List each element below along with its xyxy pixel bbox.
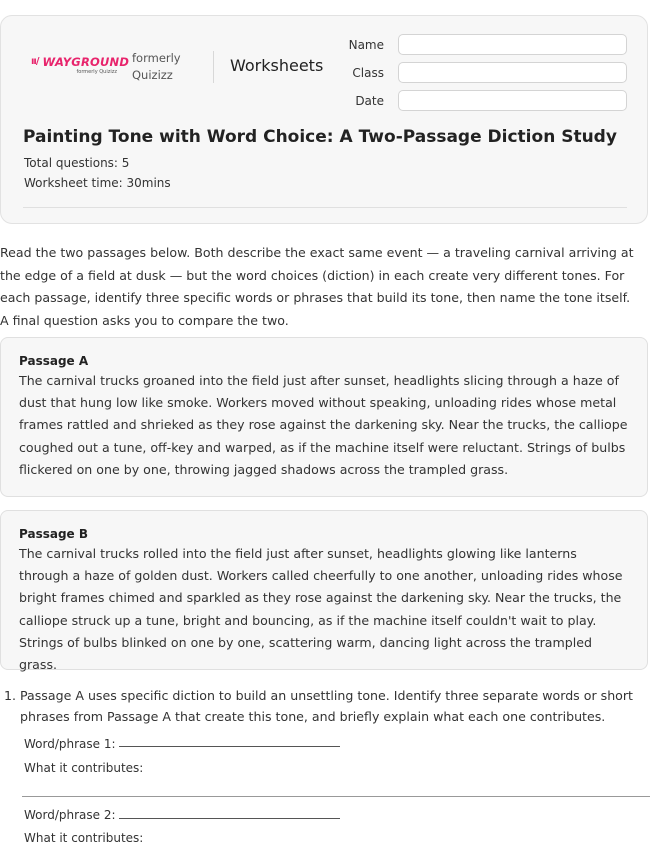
word-phrase-answer-line[interactable] [119, 746, 340, 747]
name-label: Name [348, 38, 384, 52]
passage-text: The carnival trucks groaned into the field just after sunset, headlights slicing through a haze of dust that hung low like smoke. Workers moved without speaking, unloading rides whose metal frames rattled and shrieked as they rose against the darkening sky. Near the trucks, the calliope coughed out a tune, off-key and warped, as if the machine itself were reluctant. Strings of bulbs flickered on one by one, throwing jagged shadows across the trampled grass. [19, 373, 628, 477]
logo-subtext: formerly Quizizz [76, 69, 117, 75]
wayground-logo [31, 55, 130, 76]
date-label: Date [355, 94, 384, 108]
word-phrase-answer-line[interactable] [119, 818, 340, 819]
class-field[interactable] [398, 62, 627, 83]
question-text: Passage A uses specific diction to build an unsettling tone. Identify three separate words or short phrases from Passage A that create this tone, and briefly explain what each one contributes. [20, 688, 633, 724]
question-number: 1. [4, 688, 17, 703]
formerly-quizizz-text: formerly Quizizz [132, 51, 181, 82]
worksheets-label: Worksheets [230, 56, 324, 75]
intro-paragraph: Read the two passages below. Both describe the exact same event — a traveling carnival arriving at the edge of a field at dusk — but the word choices (diction) in each create very different tones. For each passage, identify three specific words or phrases that build its tone, then name the tone itself. A final question asks you to compare the two. [0, 245, 634, 328]
passage-b-card [0, 510, 648, 673]
contribution-answer-line[interactable] [22, 796, 650, 797]
passage-title: Passage B [19, 527, 89, 541]
question-1 [0, 685, 650, 727]
contribution-label: What it contributes: [24, 761, 144, 775]
passage-a-card [0, 337, 648, 497]
worksheet-title: Painting Tone with Word Choice: A Two-Passage Diction Study [23, 127, 617, 147]
passage-text: The carnival trucks rolled into the field just after sunset, headlights glowing like lanterns through a haze of golden dust. Workers called cheerfully to one another, unloading rides whose bright frames chimed and sparkled as they rose against the darkening sky. Near the trucks, the calliope struck up a tune, bright and bouncing, as if the machine itself couldn't wait to play. Strings of bulbs blinked on one by one, scattering warm, dancing light across the trampled grass. [19, 546, 623, 673]
total-questions: Total questions: 5 [24, 156, 130, 170]
logo-wordmark: WAYGROUND [42, 55, 130, 69]
word-phrase-label: Word/phrase 2: [24, 808, 116, 822]
class-label: Class [352, 66, 384, 80]
logo-bars-icon: ıı/ [31, 56, 39, 67]
contribution-label: What it contributes: [24, 831, 144, 845]
header-divider [213, 51, 214, 83]
header-rule [23, 207, 627, 208]
word-phrase-label: Word/phrase 1: [24, 737, 116, 751]
name-field[interactable] [398, 34, 627, 55]
date-field[interactable] [398, 90, 627, 111]
worksheet-time: Worksheet time: 30mins [24, 176, 171, 190]
passage-title: Passage A [19, 354, 89, 368]
worksheet-header [0, 15, 648, 224]
